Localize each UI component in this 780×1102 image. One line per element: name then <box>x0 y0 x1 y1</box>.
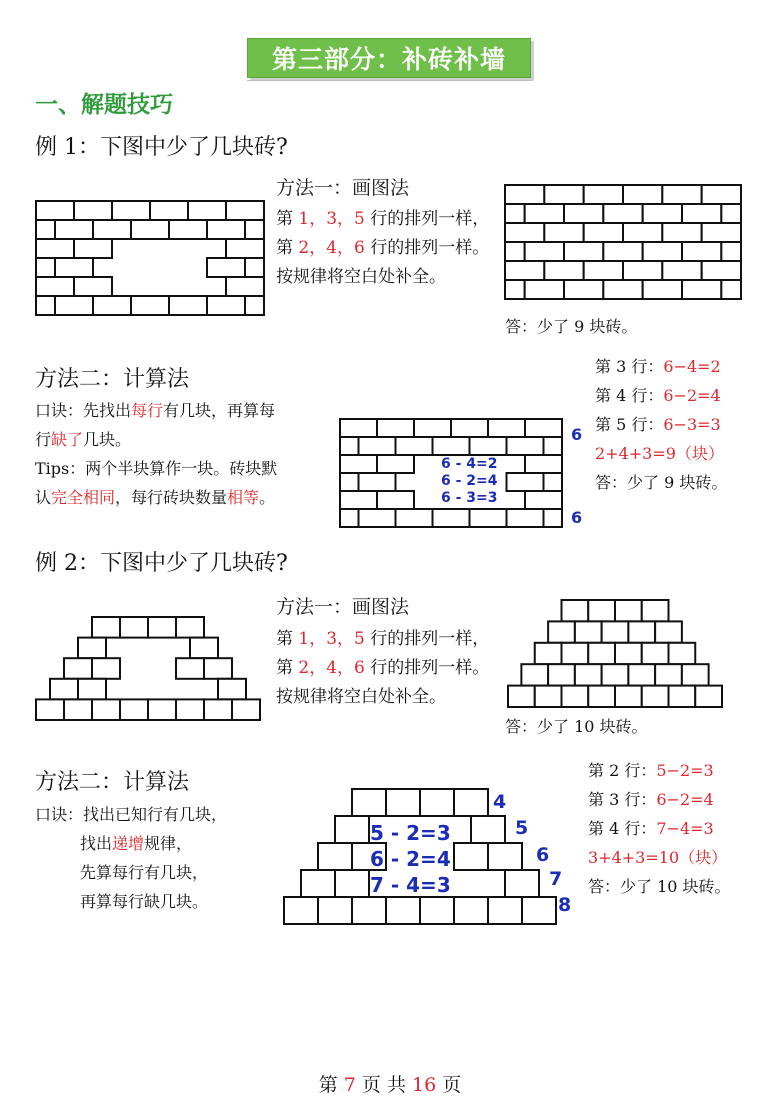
calc-expr: 6−4=2 <box>663 357 721 376</box>
calc-total: 3+4+3=10（块） <box>588 848 728 867</box>
brick <box>204 699 232 720</box>
brick <box>470 437 507 455</box>
brick <box>602 621 629 642</box>
brick <box>64 699 92 720</box>
brick <box>525 280 564 299</box>
brick <box>226 239 264 258</box>
brick <box>721 280 741 299</box>
brick <box>340 473 359 491</box>
brick <box>655 621 682 642</box>
overlay-row-1: 6 - 4=2 <box>441 456 498 472</box>
calc-label: 第 3 行： <box>588 790 657 809</box>
brick <box>505 242 525 261</box>
brick <box>471 816 505 843</box>
m1-line2 <box>276 234 506 263</box>
calc-row-2 <box>588 785 731 814</box>
brick <box>318 897 352 924</box>
example2-title: 例 2：下图中少了几块砖? <box>35 551 288 576</box>
calc-label: 第 4 行： <box>588 819 657 838</box>
brick <box>470 509 507 527</box>
koujue-line3: 先算每行有几块， <box>80 863 209 882</box>
brick <box>74 277 112 296</box>
example1-side-top: 6 <box>571 425 583 444</box>
side-number-5: 5 <box>515 817 529 839</box>
brick <box>64 658 92 679</box>
brick <box>74 201 112 220</box>
tips-b: 认 <box>35 488 52 507</box>
m1-l2-nums: 2，4，6 <box>298 238 365 258</box>
m1-l1-nums: 1，3，5 <box>298 209 365 229</box>
koujue-a: 口诀：先找出 <box>35 401 132 420</box>
m1-l2-prefix: 第 <box>276 658 299 678</box>
brick <box>588 686 615 707</box>
tips-line1: Tips：两个半块算作一块。砖块默 <box>35 459 278 478</box>
koujue-d: 几块。 <box>83 430 132 449</box>
brick <box>548 621 575 642</box>
brick <box>488 897 522 924</box>
m1-l1-nums: 1，3，5 <box>298 629 365 649</box>
brick <box>544 509 563 527</box>
brick <box>548 664 575 685</box>
brick <box>669 686 696 707</box>
koujue-c: 行 <box>35 430 52 449</box>
example2-method2-title: 方法二：计算法 <box>35 770 190 795</box>
brick <box>603 204 642 223</box>
brick <box>78 679 106 700</box>
brick <box>525 491 562 509</box>
brick <box>507 473 544 491</box>
example1-method1-title: 方法一：画图法 <box>276 177 410 199</box>
brick <box>642 643 669 664</box>
example1-method2-title: 方法二：计算法 <box>35 367 190 392</box>
brick <box>623 223 662 242</box>
brick <box>575 664 602 685</box>
brick <box>721 242 741 261</box>
brick <box>505 870 539 897</box>
brick <box>284 897 318 924</box>
brick <box>643 280 682 299</box>
brick <box>454 789 488 816</box>
overlay-row-2: 6 - 2=4 <box>441 473 498 489</box>
brick <box>55 296 93 315</box>
brick <box>226 277 264 296</box>
footer-page-number: 7 <box>343 1074 356 1096</box>
brick <box>396 437 433 455</box>
brick <box>642 686 669 707</box>
brick <box>226 201 264 220</box>
calc-label: 第 3 行： <box>595 357 664 376</box>
brick <box>525 455 562 473</box>
brick <box>396 509 433 527</box>
brick <box>642 600 669 621</box>
brick <box>190 638 218 659</box>
m1-line3: 按规律将空白处补全。 <box>276 267 446 287</box>
brick <box>588 643 615 664</box>
brick <box>36 699 64 720</box>
example2-method1-title: 方法一：画图法 <box>276 596 410 618</box>
brick <box>36 277 74 296</box>
brick <box>702 261 741 280</box>
brick <box>218 679 246 700</box>
brick <box>603 242 642 261</box>
brick <box>176 699 204 720</box>
calc-expr: 6−2=4 <box>656 790 714 809</box>
brick <box>301 870 335 897</box>
side-number-7: 7 <box>549 868 563 890</box>
m1-l1-prefix: 第 <box>276 629 299 649</box>
brick <box>169 220 207 239</box>
calc-row-2 <box>595 381 727 410</box>
brick <box>682 664 709 685</box>
brick <box>335 816 369 843</box>
koujue-red1: 每行 <box>131 401 164 420</box>
brick <box>245 296 264 315</box>
calc-row-3 <box>588 814 731 843</box>
brick <box>643 242 682 261</box>
brick <box>525 242 564 261</box>
brick <box>36 220 55 239</box>
brick <box>176 617 204 638</box>
brick <box>584 185 623 204</box>
brick <box>505 185 544 204</box>
example1-answer1: 答：少了 9 块砖。 <box>505 317 638 336</box>
calc-row-3 <box>595 410 727 439</box>
brick <box>564 280 603 299</box>
side-number-6: 6 <box>536 844 550 866</box>
brick <box>505 280 525 299</box>
overlay-row-2: 6 - 2=4 <box>370 847 451 871</box>
example2-answer1: 答：少了 10 块砖。 <box>505 717 648 736</box>
example2-method1-text <box>276 625 506 712</box>
brick <box>340 455 377 473</box>
brick <box>359 437 396 455</box>
example2-method2-text <box>35 800 285 916</box>
brick <box>535 686 562 707</box>
tips-red1: 完全相同 <box>51 488 116 507</box>
calc-expr: 5−2=3 <box>656 761 714 780</box>
brick <box>352 789 386 816</box>
koujue-b: 有几块，再算每 <box>163 401 276 420</box>
koujue-2b: 规律， <box>144 834 193 853</box>
brick <box>682 280 721 299</box>
brick <box>454 843 488 870</box>
brick <box>377 491 414 509</box>
brick <box>525 204 564 223</box>
footer-suffix: 页 <box>436 1074 462 1096</box>
brick <box>386 897 420 924</box>
brick <box>522 897 556 924</box>
brick <box>615 686 642 707</box>
example1-title: 例 1：下图中少了几块砖? <box>35 135 288 160</box>
brick <box>188 201 226 220</box>
calc-answer: 答：少了 10 块砖。 <box>588 877 731 896</box>
brick <box>207 296 245 315</box>
brick <box>433 509 470 527</box>
brick <box>50 679 78 700</box>
example1-calc-list <box>595 352 727 497</box>
tips-c: ，每行砖块数量 <box>115 488 228 507</box>
brick <box>204 658 232 679</box>
brick <box>359 473 396 491</box>
koujue-red2: 缺了 <box>51 430 84 449</box>
brick <box>562 600 589 621</box>
calc-expr: 6−3=3 <box>663 415 721 434</box>
brick <box>93 220 131 239</box>
m1-l1-prefix: 第 <box>276 209 299 229</box>
m1-l2-nums: 2，4，6 <box>298 658 365 678</box>
tips-d: 。 <box>259 488 276 507</box>
brick <box>433 437 470 455</box>
m1-l1-suffix: 行的排列一样， <box>364 209 490 229</box>
brick <box>584 261 623 280</box>
brick <box>682 204 721 223</box>
calc-label: 第 4 行： <box>595 386 664 405</box>
overlay-row-3: 6 - 3=3 <box>441 490 498 506</box>
brick <box>628 664 655 685</box>
brick <box>562 643 589 664</box>
brick <box>340 509 359 527</box>
tips-line2 <box>35 483 335 512</box>
koujue-line1 <box>35 396 335 425</box>
calc-expr: 7−4=3 <box>656 819 714 838</box>
side-number-4: 4 <box>493 791 507 813</box>
brick <box>36 201 74 220</box>
brick <box>74 239 112 258</box>
brick <box>535 643 562 664</box>
banner-text: 第三部分：补砖补墙 <box>271 45 506 74</box>
example1-complete-wall <box>505 185 741 299</box>
brick <box>562 686 589 707</box>
brick <box>245 258 264 277</box>
brick <box>695 686 722 707</box>
brick <box>628 621 655 642</box>
brick <box>176 658 204 679</box>
overlay-row-3: 7 - 4=3 <box>370 873 451 897</box>
brick <box>682 242 721 261</box>
brick <box>454 897 488 924</box>
example2-overlay <box>370 820 451 898</box>
brick <box>662 185 701 204</box>
brick <box>55 258 93 277</box>
calc-answer: 答：少了 9 块砖。 <box>595 473 728 492</box>
brick <box>603 280 642 299</box>
brick <box>488 419 525 437</box>
brick <box>169 296 207 315</box>
brick <box>335 870 369 897</box>
example2-complete-pyramid <box>508 600 722 707</box>
koujue-line4: 再算每行缺几块。 <box>80 892 209 911</box>
brick <box>544 473 563 491</box>
koujue-2red: 递增 <box>112 834 145 853</box>
brick <box>702 185 741 204</box>
brick <box>508 686 535 707</box>
example1-side-bottom: 6 <box>571 508 583 527</box>
brick <box>78 638 106 659</box>
brick <box>544 223 583 242</box>
brick <box>669 643 696 664</box>
brick <box>340 491 377 509</box>
brick <box>451 419 488 437</box>
tips-red2: 相等 <box>227 488 260 507</box>
brick <box>505 261 544 280</box>
brick <box>207 258 245 277</box>
brick <box>131 296 169 315</box>
brick <box>615 643 642 664</box>
overlay-row-1: 5 - 2=3 <box>370 821 451 845</box>
brick <box>525 419 562 437</box>
m1-l1-suffix: 行的排列一样， <box>364 629 490 649</box>
koujue-line1: 口诀：找出已知行有几块， <box>35 805 228 824</box>
brick <box>148 699 176 720</box>
brick <box>544 185 583 204</box>
calc-total: 2+4+3=9（块） <box>595 444 724 463</box>
example2-incomplete-pyramid <box>36 617 260 720</box>
brick <box>359 509 396 527</box>
m1-l2-prefix: 第 <box>276 238 299 258</box>
m1-line2 <box>276 654 506 683</box>
brick <box>564 204 603 223</box>
calc-row-1 <box>588 756 731 785</box>
brick <box>588 600 615 621</box>
brick <box>36 296 55 315</box>
m1-line3: 按规律将空白处补全。 <box>276 687 446 707</box>
brick <box>377 419 414 437</box>
m1-line1 <box>276 625 506 654</box>
example2-calc-list <box>588 756 731 901</box>
brick <box>615 600 642 621</box>
brick <box>544 261 583 280</box>
brick <box>92 617 120 638</box>
section-title: 一、解题技巧 <box>35 92 173 118</box>
m1-l2-suffix: 行的排列一样。 <box>364 238 490 258</box>
brick <box>655 664 682 685</box>
brick <box>36 258 55 277</box>
brick <box>318 843 352 870</box>
brick <box>544 437 563 455</box>
page-footer <box>0 1070 780 1097</box>
m1-line1 <box>276 205 506 234</box>
brick <box>488 843 522 870</box>
brick <box>564 242 603 261</box>
brick <box>55 220 93 239</box>
calc-label: 第 2 行： <box>588 761 657 780</box>
brick <box>232 699 260 720</box>
example1-overlay <box>441 456 498 507</box>
brick <box>150 201 188 220</box>
brick <box>507 509 544 527</box>
brick <box>148 617 176 638</box>
brick <box>340 419 377 437</box>
brick <box>643 204 682 223</box>
brick <box>120 617 148 638</box>
example1-method1-text <box>276 205 506 292</box>
brick <box>623 261 662 280</box>
footer-total-pages: 16 <box>412 1074 437 1096</box>
brick <box>377 455 414 473</box>
calc-expr: 6−2=4 <box>663 386 721 405</box>
brick <box>662 223 701 242</box>
side-number-8: 8 <box>558 894 572 916</box>
brick <box>575 621 602 642</box>
brick <box>505 223 544 242</box>
brick <box>120 699 148 720</box>
m1-l2-suffix: 行的排列一样。 <box>364 658 490 678</box>
footer-middle: 页 共 <box>355 1074 413 1096</box>
brick <box>112 201 150 220</box>
brick <box>602 664 629 685</box>
brick <box>93 296 131 315</box>
brick <box>721 204 741 223</box>
banner-underline <box>247 80 531 81</box>
brick <box>352 897 386 924</box>
brick <box>340 437 359 455</box>
brick <box>507 437 544 455</box>
brick <box>623 185 662 204</box>
brick <box>386 789 420 816</box>
brick <box>505 204 525 223</box>
brick <box>420 897 454 924</box>
brick <box>245 220 264 239</box>
example1-incomplete-wall <box>36 201 264 315</box>
brick <box>420 789 454 816</box>
koujue-line2 <box>35 425 335 454</box>
koujue-2a: 找出 <box>80 834 113 853</box>
brick <box>131 220 169 239</box>
brick <box>584 223 623 242</box>
brick <box>92 658 120 679</box>
brick <box>207 220 245 239</box>
brick <box>414 419 451 437</box>
footer-prefix: 第 <box>318 1074 344 1096</box>
brick <box>92 699 120 720</box>
brick <box>702 223 741 242</box>
calc-row-1 <box>595 352 727 381</box>
brick <box>662 261 701 280</box>
example1-method2-text <box>35 396 335 512</box>
section-banner <box>247 38 531 78</box>
calc-label: 第 5 行： <box>595 415 664 434</box>
brick <box>521 664 548 685</box>
koujue-line2 <box>35 829 285 858</box>
brick <box>36 239 74 258</box>
